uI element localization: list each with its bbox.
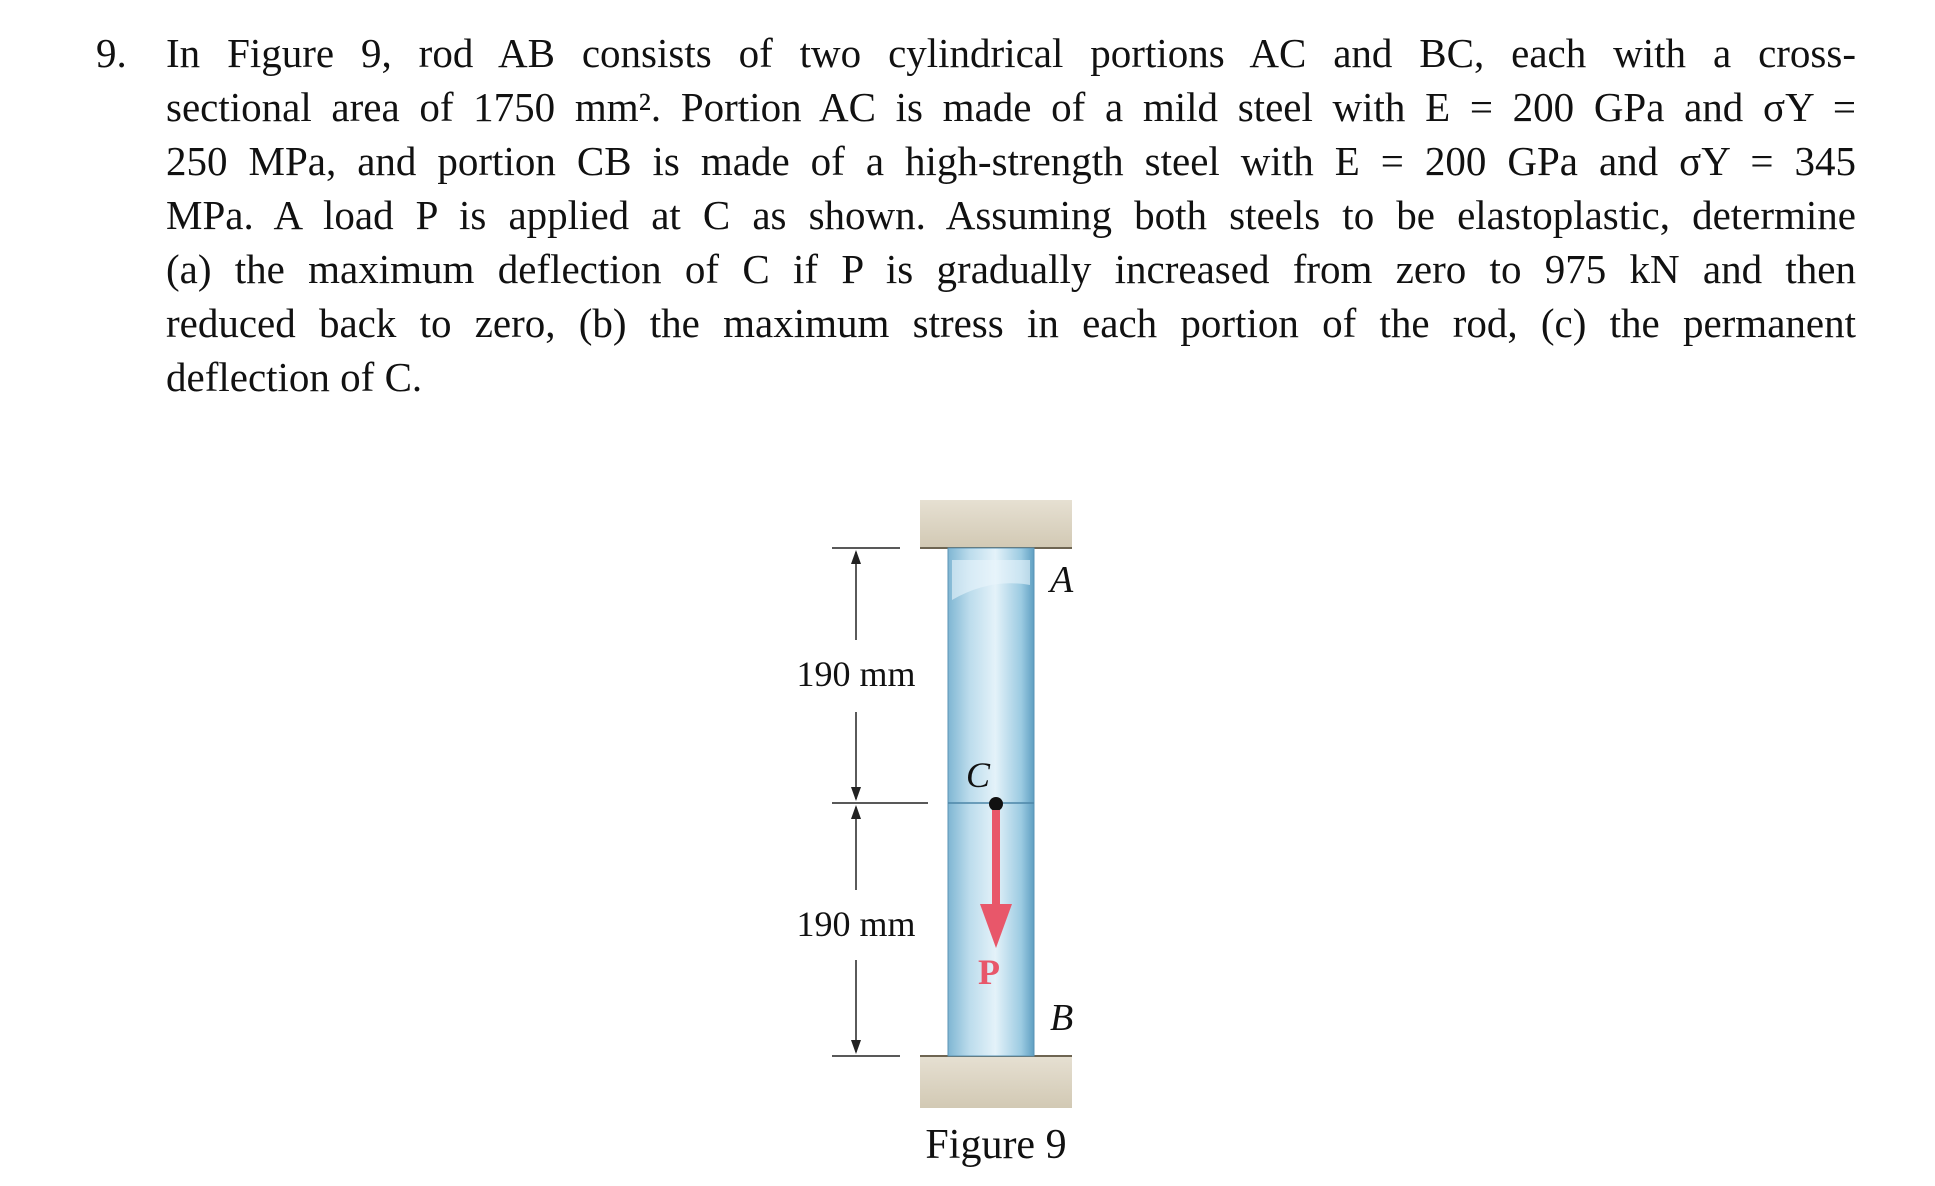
problem-line: 250 MPa, and portion CB is made of a high-strength steel with E = 200 GPa and σY = 345 xyxy=(166,138,1856,184)
problem-text xyxy=(166,26,1856,404)
label-P: P xyxy=(978,952,1000,992)
problem-line: (a) the maximum deflection of C if P is gradually increased from zero to 975 kN and then xyxy=(166,246,1856,292)
dim-upper-label: 190 mm xyxy=(796,654,916,694)
dim-lower-label: 190 mm xyxy=(796,904,916,944)
label-B: B xyxy=(1050,997,1074,1039)
problem-line: MPa. A load P is applied at C as shown. Assuming both steels to be elastoplastic, determine xyxy=(166,192,1856,238)
problem-line: deflection of C. xyxy=(166,354,423,400)
figure-9 xyxy=(760,490,1120,1180)
dim-lower-arrow-top xyxy=(851,805,861,819)
label-C: C xyxy=(966,755,991,795)
rod-diagram xyxy=(760,490,1120,1180)
dim-upper-arrow-top xyxy=(851,550,861,564)
problem-number: 9. xyxy=(96,30,127,76)
dim-upper-arrow-bottom xyxy=(851,787,861,801)
dim-lower-arrow-bottom xyxy=(851,1040,861,1054)
bottom-support xyxy=(920,1056,1072,1108)
problem-line: sectional area of 1750 mm². Portion AC is made of a mild steel with E = 200 GPa and σY = xyxy=(166,84,1856,130)
problem-line: reduced back to zero, (b) the maximum stress in each portion of the rod, (c) the permanent xyxy=(166,300,1856,346)
point-C xyxy=(989,797,1003,811)
top-support xyxy=(920,500,1072,548)
figure-caption: Figure 9 xyxy=(925,1122,1067,1168)
label-A: A xyxy=(1050,559,1074,601)
problem-line: In Figure 9, rod AB consists of two cylindrical portions AC and BC, each with a cross- xyxy=(166,30,1856,76)
